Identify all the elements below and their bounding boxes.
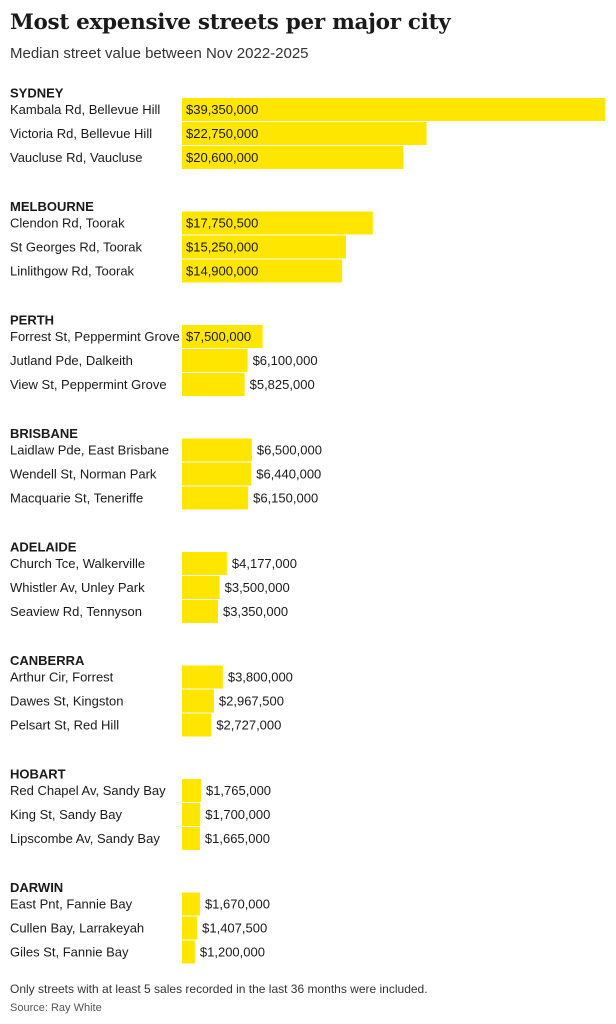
street-label: Cullen Bay, Larrakeyah: [10, 920, 145, 936]
value-label: $3,500,000: [224, 580, 290, 595]
value-label: $39,350,000: [186, 102, 259, 117]
street-label: Lipscombe Av, Sandy Bay: [10, 831, 160, 846]
value-label: $4,177,000: [231, 556, 297, 571]
street-label: Linlithgow Rd, Toorak: [10, 263, 135, 279]
group-heading: MELBOURNE: [10, 199, 94, 214]
street-label: Giles St, Fannie Bay: [10, 944, 129, 960]
street-label: Jutland Pde, Dalkeith: [10, 353, 133, 368]
bar: [182, 349, 248, 372]
group-heading: PERTH: [10, 312, 55, 328]
street-label: Vaucluse Rd, Vaucluse: [10, 150, 143, 165]
bar: [182, 941, 195, 964]
street-label: Arthur Cir, Forrest: [10, 669, 114, 685]
chart-title: Most expensive streets per major city: [10, 10, 451, 35]
value-label: $1,407,500: [202, 920, 268, 936]
street-label: Pelsart St, Red Hill: [10, 717, 120, 733]
bar: [182, 917, 197, 940]
bar: [182, 373, 245, 396]
value-label: $2,967,500: [218, 693, 284, 709]
value-label: $6,100,000: [252, 353, 318, 368]
street-label: East Pnt, Fannie Bay: [10, 896, 133, 912]
bar: [182, 576, 220, 599]
bar: [182, 463, 251, 486]
value-label: $14,900,000: [186, 263, 259, 279]
street-label: Kambala Rd, Bellevue Hill: [10, 102, 161, 117]
value-label: $2,727,000: [216, 717, 282, 733]
value-label: $22,750,000: [186, 126, 259, 141]
street-label: Macquarie St, Teneriffe: [10, 490, 144, 506]
street-label: King St, Sandy Bay: [10, 807, 123, 822]
street-label: Laidlaw Pde, East Brisbane: [10, 442, 169, 458]
street-label: Clendon Rd, Toorak: [10, 215, 125, 231]
bar: [182, 779, 201, 802]
value-label: $1,200,000: [199, 944, 265, 960]
bar: [182, 552, 227, 575]
value-label: $6,440,000: [256, 466, 322, 482]
bar: [182, 690, 214, 713]
bar: [182, 487, 248, 510]
group-heading: ADELAIDE: [10, 539, 77, 555]
street-label: Dawes St, Kingston: [10, 693, 124, 709]
group-heading: DARWIN: [10, 880, 64, 895]
value-label: $1,765,000: [205, 783, 272, 798]
bar: [182, 827, 200, 850]
value-label: $1,665,000: [204, 831, 270, 846]
value-label: $3,350,000: [223, 604, 289, 619]
group-heading: HOBART: [10, 766, 66, 782]
value-label: $1,670,000: [204, 896, 271, 912]
value-label: $5,825,000: [249, 377, 315, 392]
bar: [182, 714, 211, 737]
street-label: Seaview Rd, Tennyson: [10, 604, 143, 619]
group-heading: BRISBANE: [10, 426, 78, 441]
value-label: $3,800,000: [227, 669, 293, 685]
bar: [182, 666, 223, 689]
bar: [182, 893, 200, 916]
chart-subtitle: Median street value between Nov 2022-2025: [10, 45, 309, 62]
group-heading: CANBERRA: [10, 653, 85, 668]
bar: [182, 439, 252, 462]
value-label: $6,500,000: [256, 442, 322, 458]
footnote: Only streets with at least 5 sales recorded in the last 36 months were included.: [10, 982, 428, 996]
street-label: Whistler Av, Unley Park: [10, 580, 145, 595]
street-label: Wendell St, Norman Park: [10, 466, 157, 482]
group-heading: SYDNEY: [10, 85, 64, 101]
street-label: Victoria Rd, Bellevue Hill: [10, 126, 153, 141]
street-label: Church Tce, Walkerville: [10, 556, 146, 571]
street-label: Red Chapel Av, Sandy Bay: [10, 783, 166, 798]
value-label: $1,700,000: [205, 807, 271, 822]
value-label: $15,250,000: [186, 239, 259, 255]
value-label: $20,600,000: [186, 150, 259, 165]
source-note: Source: Ray White: [10, 1002, 102, 1014]
bar: [182, 600, 218, 623]
street-label: Forrest St, Peppermint Grove: [10, 329, 180, 344]
bar: [182, 803, 200, 826]
street-label: St Georges Rd, Toorak: [10, 239, 142, 255]
value-label: $7,500,000: [186, 329, 252, 344]
street-label: View St, Peppermint Grove: [10, 377, 167, 392]
value-label: $17,750,500: [186, 215, 259, 231]
value-label: $6,150,000: [253, 490, 319, 506]
